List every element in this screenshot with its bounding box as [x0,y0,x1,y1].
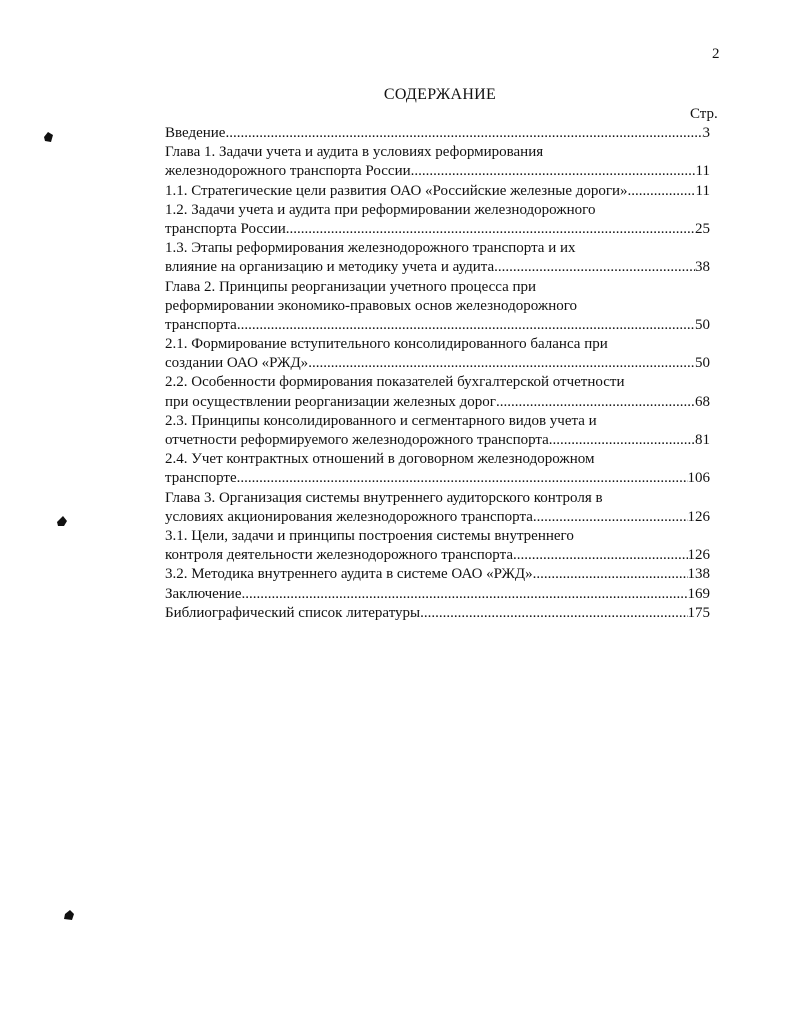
dot-leader [513,546,687,565]
toc-entry-text: 1.2. Задачи учета и аудита при реформировании железнодорожного [165,201,596,218]
toc-page-number: 138 [687,566,710,583]
toc-page-number: 175 [687,604,710,621]
toc-entry-text: 3.1. Цели, задачи и принципы построения системы внутреннего [165,527,574,544]
toc-entry-text: транспорта России [165,220,286,237]
dot-leader [242,585,688,604]
toc-title: СОДЕРЖАНИЕ [383,86,497,103]
toc-entry-text: 1.3. Этапы реформирования железнодорожного транспорта и их [165,240,576,257]
toc-page-number: 50 [695,355,710,372]
binder-hole-mark-middle [56,514,68,526]
toc-entry [165,239,710,277]
toc-line [165,412,710,431]
toc-entry [165,412,710,450]
toc-entry-text: 2.2. Особенности формирования показателей бухгалтерской отчетности [165,374,625,391]
toc-line [165,297,710,316]
toc-page-number: 106 [687,470,710,487]
toc-entry [165,201,710,239]
toc-page-number: 126 [687,508,710,525]
toc-entry-text: реформировании экономико-правовых основ железнодорожного [165,297,578,314]
toc-line [165,431,710,450]
toc-line [165,278,710,297]
toc-line [165,489,710,508]
toc-entry-text: 2.4. Учет контрактных отношений в договорном железнодорожном [165,451,595,468]
toc-entry-text: транспорта [165,316,237,333]
toc-entry-text: 2.1. Формирование вступительного консолидированного баланса при [165,336,608,353]
toc-page-number: 3 [702,125,710,141]
dot-leader [496,393,695,412]
toc-entry [165,489,710,527]
page-number: 2 [712,46,720,62]
toc-line [165,162,710,181]
toc-entry-text: создании ОАО «РЖД» [165,355,309,372]
toc-line [165,450,710,469]
dot-leader [411,162,696,181]
dot-leader [549,431,695,450]
toc-line [165,124,710,143]
page-column-label: Стр. [690,106,718,122]
toc-page-number: 126 [687,547,710,564]
toc-page-number: 81 [695,432,710,448]
toc-entry-text: 2.3. Принципы консолидированного и сегментарного видов учета и [165,412,597,429]
toc-page-number: 169 [687,585,710,602]
dot-leader [237,469,688,488]
toc-entry [165,565,710,584]
toc-entry [165,527,710,565]
dot-leader [628,182,696,201]
toc-line [165,201,710,220]
toc-entry [165,450,710,488]
toc-line [165,316,710,335]
toc-entry-text: условиях акционирования железнодорожного транспорта [165,508,533,525]
toc-page-number: 11 [695,182,710,199]
binder-hole-mark-bottom [63,908,75,920]
dot-leader [237,316,695,335]
toc-entry-text: контроля деятельности железнодорожного транспорта [165,547,514,564]
toc-entry-text: влияние на организацию и методику учета и аудита [165,259,495,276]
dot-leader [225,124,702,143]
dot-leader [533,508,688,527]
toc-entry-text: Введение [165,125,226,141]
toc-line [165,239,710,258]
toc-page-number: 50 [695,316,710,333]
toc-entry-text: 3.2. Методика внутреннего аудита в системе ОАО «РЖД» [165,566,533,583]
toc-entry [165,182,710,201]
toc-entry [165,278,710,336]
toc-line [165,354,710,373]
toc-entry [165,604,710,623]
toc-line [165,546,710,565]
toc-page-number: 11 [695,163,710,180]
toc-entry-text: Глава 3. Организация системы внутреннего аудиторского контроля в [165,489,603,506]
toc-entry-text: отчетности реформируемого железнодорожного транспорта [165,432,549,448]
toc-entry-text: при осуществлении реорганизации железных дорог [165,393,496,410]
toc-entry-text: Глава 2. Принципы реорганизации учетного процесса при [165,278,537,295]
toc-entry-text: 1.1. Стратегические цели развития ОАО «Российские железные дороги» [165,182,628,199]
toc-line [165,527,710,546]
toc-entry-text: Библиографический список литературы [165,604,421,621]
toc-entry [165,335,710,373]
toc-line [165,258,710,277]
toc-line [165,143,710,162]
dot-leader [308,354,695,373]
toc-line [165,604,710,623]
toc-line [165,565,710,584]
toc-line [165,585,710,604]
toc-line [165,469,710,488]
toc-entry-text: Заключение [165,585,242,602]
dot-leader [494,258,695,277]
toc-entry [165,124,710,143]
toc-page-number: 68 [695,393,710,410]
binder-hole-mark-top [42,130,54,142]
toc-line [165,508,710,527]
toc-line [165,182,710,201]
toc-entry-text: железнодорожного транспорта России [165,163,411,180]
toc-line [165,393,710,412]
toc-entry [165,143,710,181]
dot-leader [420,604,687,623]
toc-page-number: 38 [695,259,710,276]
toc-entry-text: Глава 1. Задачи учета и аудита в условиях реформирования [165,144,544,161]
dot-leader [286,220,695,239]
toc-entry-text: транспорте [165,470,237,487]
table-of-contents [165,124,710,623]
toc-line [165,220,710,239]
toc-page-number: 25 [695,220,710,237]
toc-entry [165,373,710,411]
toc-line [165,373,710,392]
toc-entry [165,585,710,604]
toc-line [165,335,710,354]
dot-leader [533,565,688,584]
